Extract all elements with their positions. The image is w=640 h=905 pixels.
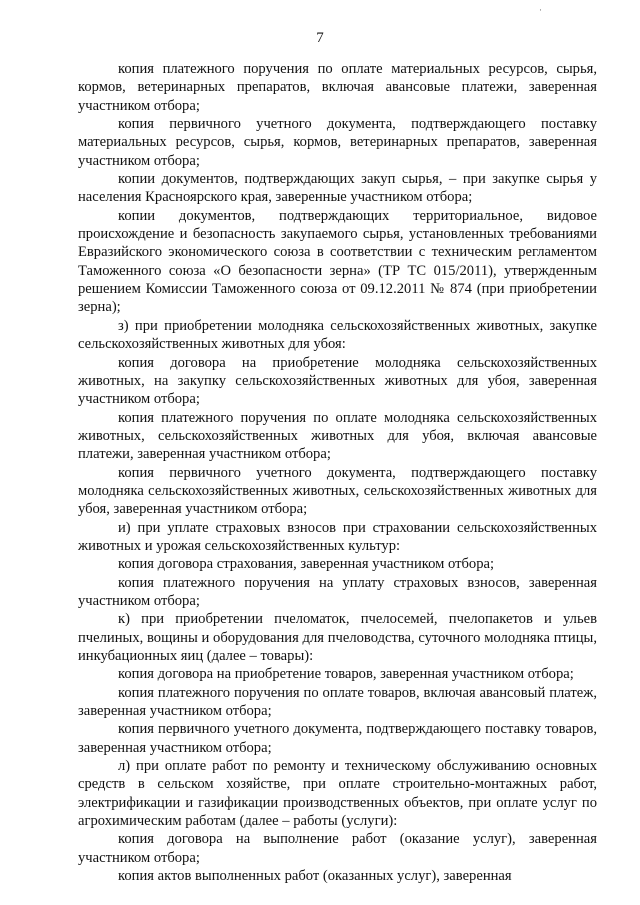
corner-mark: · xyxy=(539,5,542,15)
paragraph: копия первичного учетного документа, подтверждающего поставку молодняка сельскохозяйственных животных, сельскохозяйственных животных для убоя, заверенная участником отбора; xyxy=(78,464,597,518)
paragraph: к) при приобретении пчеломаток, пчелосемей, пчелопакетов и ульев пчелиных, вощины и оборудования для пчеловодства, суточного молодняка птицы, инкубационных яиц (далее – товары): xyxy=(78,611,597,664)
paragraph: л) при оплате работ по ремонту и техническому обслуживанию основных средств в сельском хозяйстве, при оплате строительно-монтажных работ, электрификации и газификации производственных объектов, при оплате услуг по агрохимическим работам (далее – работы (услуги): xyxy=(78,758,597,830)
paragraph: и) при уплате страховых взносов при страховании сельскохозяйственных животных и урожая сельскохозяйственных культур: xyxy=(78,519,597,554)
paragraph: копия первичного учетного документа, подтверждающего поставку материальных ресурсов, сырья, кормов, ветеринарных препаратов, заверенная участником отбора; xyxy=(78,116,597,169)
paragraph: копия платежного поручения по оплате товаров, включая авансовый платеж, заверенная участником отбора; xyxy=(78,684,597,720)
document-body xyxy=(78,60,597,885)
paragraph: копия платежного поручения по оплате молодняка сельскохозяйственных животных, сельскохозяйственных животных для убоя, включая авансовые платежи, заверенная участником отбора; xyxy=(78,409,597,463)
paragraph: копия актов выполненных работ (оказанных услуг), заверенная xyxy=(118,868,512,885)
paragraph: копия договора на приобретение молодняка сельскохозяйственных животных, на закупку сельскохозяйственных животных для убоя, заверенная участником отбора; xyxy=(78,354,597,408)
paragraph: копии документов, подтверждающих закуп сырья, – при закупке сырья у населения Красноярского края, заверенные участником отбора; xyxy=(78,171,597,206)
paragraph: копия первичного учетного документа, подтверждающего поставку товаров, заверенная участником отбора; xyxy=(78,721,597,756)
paragraph: копии документов, подтверждающих территориальное, видовое происхождение и безопасность закупаемого сырья, установленных требованиями Евразийского экономического союза в соответствии с техническим регламентом Таможенного союза «О безопасности зерна» (ТР ТС 015/2011), утвержденным решением Комиссии Таможенного союза от 09.12.2011 № 874 (при приобретении зерна); xyxy=(78,207,597,316)
paragraph: копия договора страхования, заверенная участником отбора; xyxy=(118,556,495,573)
paragraph: копия договора на приобретение товаров, заверенная участником отбора; xyxy=(118,666,574,683)
paragraph: копия платежного поручения на уплату страховых взносов, заверенная участником отбора; xyxy=(78,574,597,609)
paragraph: копия договора на выполнение работ (оказание услуг), заверенная участником отбора; xyxy=(78,831,597,866)
paragraph: копия платежного поручения по оплате материальных ресурсов, сырья, кормов, ветеринарных препаратов, включая авансовые платежи, заверенная участником отбора; xyxy=(78,61,597,114)
page-number: 7 xyxy=(316,30,324,46)
paragraph: з) при приобретении молодняка сельскохозяйственных животных, закупке сельскохозяйственных животных для убоя: xyxy=(78,317,597,353)
